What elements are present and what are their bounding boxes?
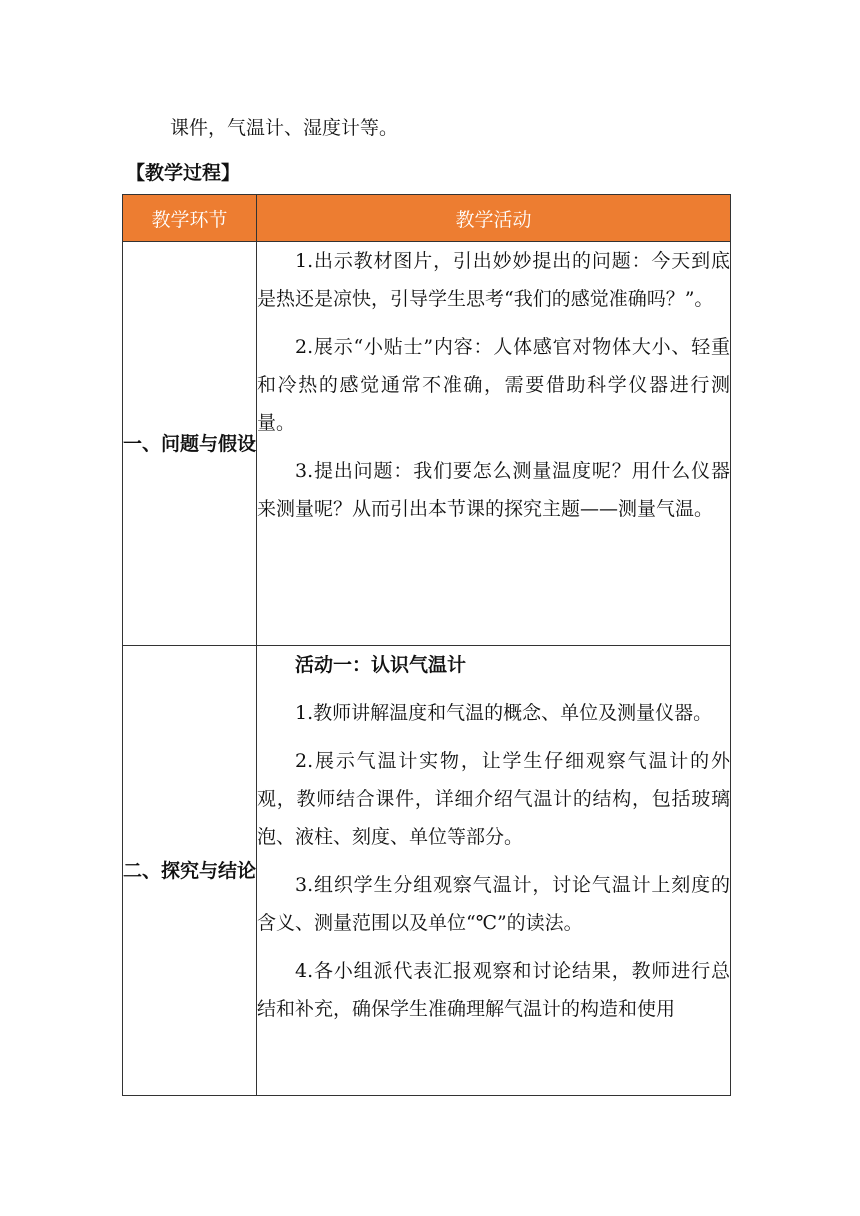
table-row xyxy=(123,242,731,646)
activity-paragraph: 1.教师讲解温度和气温的概念、单位及测量仪器。 xyxy=(295,702,713,724)
stage-cell: 二、探究与结论 xyxy=(123,646,257,1096)
activity-paragraph: 4.各小组派代表汇报观察和讨论结果，教师进行总结和补充，确保学生准确理解气温计的构造和使用 xyxy=(257,960,730,1020)
header-stage: 教学环节 xyxy=(123,195,257,242)
activity-paragraph: 3.组织学生分组观察气温计，讨论气温计上刻度的含义、测量范围以及单位“℃”的读法。 xyxy=(257,874,730,934)
activity-paragraph: 3.提出问题：我们要怎么测量温度呢？用什么仪器来测量呢？从而引出本节课的探究主题——测量气温。 xyxy=(257,460,730,520)
section-heading: 【教学过程】 xyxy=(126,162,241,184)
stage-cell: 一、问题与假设 xyxy=(123,242,257,646)
activity-subtitle: 活动一：认识气温计 xyxy=(295,654,467,676)
activity-paragraph: 2.展示气温计实物，让学生仔细观察气温计的外观，教师结合课件，详细介绍气温计的结构，包括玻璃泡、液柱、刻度、单位等部分。 xyxy=(257,750,730,848)
activity-cell xyxy=(257,242,731,646)
table-row xyxy=(123,646,731,1096)
table-header-row xyxy=(123,195,731,242)
activity-cell xyxy=(257,646,731,1096)
activity-paragraph: 2.展示“小贴士”内容：人体感官对物体大小、轻重和冷热的感觉通常不准确，需要借助科学仪器进行测量。 xyxy=(257,336,730,434)
lesson-table xyxy=(122,194,731,1096)
intro-line: 课件，气温计、湿度计等。 xyxy=(170,117,399,139)
activity-paragraph: 1.出示教材图片，引出妙妙提出的问题：今天到底是热还是凉快，引导学生思考“我们的感觉准确吗？”。 xyxy=(257,250,730,310)
header-activity: 教学活动 xyxy=(257,195,731,242)
